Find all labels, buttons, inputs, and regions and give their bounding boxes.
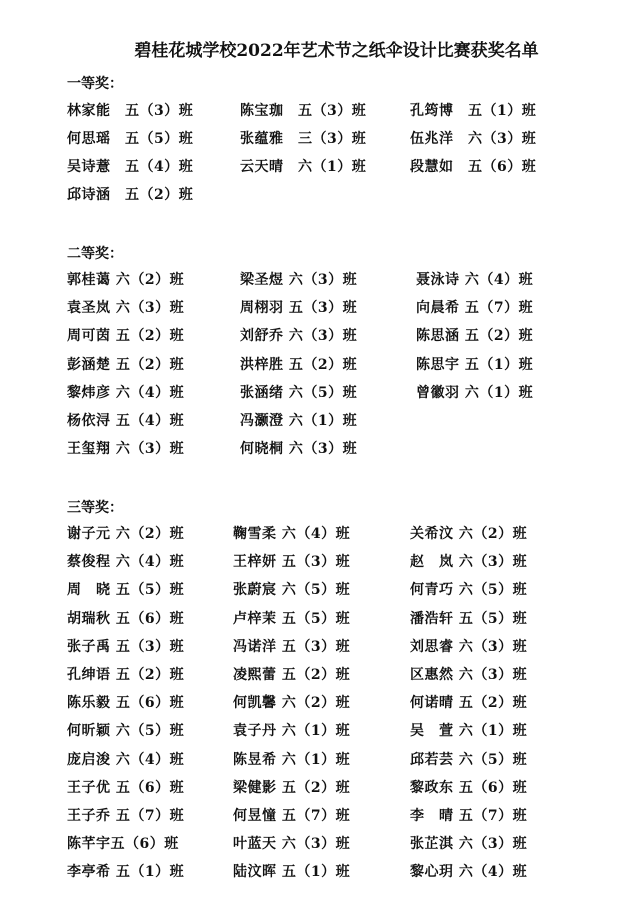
table-row — [0, 438, 633, 458]
table-row — [0, 184, 633, 204]
table-row — [0, 579, 633, 599]
section-label: 三等奖： — [67, 500, 123, 516]
winner-entry: 陆汶晖 五（1）班 — [233, 864, 351, 881]
winner-entry: 陈乐毅 五（6）班 — [67, 695, 185, 712]
winner-entry: 黎心玥 六（4）班 — [410, 864, 528, 881]
winner-entry: 胡瑞秋 五（6）班 — [67, 610, 185, 627]
winner-entry: 彭涵楚 五（2）班 — [67, 356, 185, 373]
winner-entry: 段慧如 五（6）班 — [410, 159, 537, 175]
winner-entry: 陈昱希 六（1）班 — [233, 751, 351, 768]
winner-entry: 何昕颖 六（5）班 — [67, 723, 185, 740]
winner-entry: 张涵绪 六（5）班 — [240, 384, 358, 401]
winner-entry: 聂泳诗 六（4）班 — [416, 272, 534, 288]
winner-entry: 王玺翔 六（3）班 — [67, 441, 185, 458]
winner-entry: 陈宝珈 五（3）班 — [240, 103, 367, 119]
table-row — [0, 749, 633, 769]
winner-entry: 孔绅语 五（2）班 — [67, 667, 185, 683]
winner-entry: 张蔚宸 六（5）班 — [233, 582, 351, 599]
winner-entry: 蔡俊程 六（4）班 — [67, 554, 185, 571]
winner-entry: 洪梓胜 五（2）班 — [240, 356, 358, 373]
section-label: 二等奖： — [67, 246, 123, 262]
winner-entry: 冯诺洋 五（3）班 — [233, 638, 351, 655]
winner-entry: 卢梓茉 五（5）班 — [233, 610, 351, 627]
winner-entry: 曾徽羽 六（1）班 — [416, 384, 534, 401]
winner-entry: 王子优 五（6）班 — [67, 779, 185, 796]
winner-entry: 周栩羽 五（3）班 — [240, 300, 358, 317]
table-row — [0, 128, 633, 148]
winner-entry: 云天晴 六（1）班 — [240, 159, 367, 175]
winner-entry: 叶蓝天 六（3）班 — [233, 836, 351, 853]
table-row — [0, 410, 633, 430]
winner-entry: 陈芊宇五（6）班 — [67, 836, 179, 853]
section-label: 一等奖： — [67, 76, 123, 92]
table-row — [0, 805, 633, 825]
winner-entry: 伍兆洋 六（3）班 — [410, 131, 537, 147]
winner-entry: 向晨希 五（7）班 — [416, 300, 534, 317]
winner-entry: 邱若芸 六（5）班 — [410, 751, 528, 768]
table-row — [0, 833, 633, 853]
winner-entry: 凌熙蕾 五（2）班 — [233, 667, 351, 683]
document-title: 碧桂花城学校2022年艺术节之纸伞设计比赛获奖名单 — [134, 41, 539, 61]
winner-entry: 孔筠博 五（1）班 — [410, 103, 537, 119]
winner-entry: 冯灏澄 六（1）班 — [240, 413, 358, 429]
table-row — [0, 664, 633, 684]
winner-entry: 梁健影 五（2）班 — [233, 779, 351, 796]
winner-entry: 庞启浚 六（4）班 — [67, 751, 185, 768]
winner-entry: 何思瑶 五（5）班 — [67, 131, 194, 147]
winner-entry: 潘浩轩 五（5）班 — [410, 610, 528, 627]
table-row — [0, 269, 633, 289]
winner-entry: 谢子元 六（2）班 — [67, 526, 185, 542]
table-row — [0, 551, 633, 571]
table-row — [0, 354, 633, 374]
winner-entry: 周 晓 五（5）班 — [67, 582, 185, 599]
table-row — [0, 523, 633, 543]
winner-entry: 关希汶 六（2）班 — [410, 526, 528, 542]
winner-entry: 张蕴雅 三（3）班 — [240, 131, 367, 147]
winner-entry: 吴诗薏 五（4）班 — [67, 159, 194, 175]
winner-entry: 区惠然 六（3）班 — [410, 667, 528, 683]
winner-entry: 邱诗涵 五（2）班 — [67, 187, 194, 203]
winner-entry: 吴 萱 六（1）班 — [410, 723, 528, 740]
winner-entry: 王梓妍 五（3）班 — [233, 554, 351, 571]
winner-entry: 李 晴 五（7）班 — [410, 808, 528, 824]
table-row — [0, 636, 633, 656]
winner-entry: 杨依浔 五（4）班 — [67, 413, 185, 429]
table-row — [0, 608, 633, 628]
winner-entry: 梁圣煜 六（3）班 — [240, 272, 358, 288]
table-row — [0, 156, 633, 176]
winner-entry: 刘舒乔 六（3）班 — [240, 328, 358, 345]
table-row — [0, 777, 633, 797]
table-row — [0, 325, 633, 345]
winner-entry: 何诺晴 五（2）班 — [410, 695, 528, 712]
winner-entry: 郭桂蔼 六（2）班 — [67, 272, 185, 288]
winner-entry: 黎炜彦 六（4）班 — [67, 384, 185, 401]
table-row — [0, 692, 633, 712]
winner-entry: 周可茵 五（2）班 — [67, 328, 185, 345]
table-row — [0, 297, 633, 317]
winner-entry: 刘思睿 六（3）班 — [410, 638, 528, 655]
table-row — [0, 861, 633, 881]
winner-entry: 何昱憧 五（7）班 — [233, 808, 351, 824]
winner-entry: 李亭希 五（1）班 — [67, 864, 185, 881]
winner-entry: 何晓桐 六（3）班 — [240, 441, 358, 458]
winner-entry: 王子乔 五（7）班 — [67, 808, 185, 824]
winner-entry: 袁圣岚 六（3）班 — [67, 300, 185, 317]
winner-entry: 陈思宇 五（1）班 — [416, 356, 534, 373]
winner-entry: 何青巧 六（5）班 — [410, 582, 528, 599]
winner-entry: 张芷淇 六（3）班 — [410, 836, 528, 853]
winner-entry: 陈思涵 五（2）班 — [416, 328, 534, 345]
table-row — [0, 720, 633, 740]
winner-entry: 黎政东 五（6）班 — [410, 779, 528, 796]
table-row — [0, 382, 633, 402]
winner-entry: 袁子丹 六（1）班 — [233, 723, 351, 740]
table-row — [0, 100, 633, 120]
winner-entry: 林家能 五（3）班 — [67, 103, 194, 119]
winner-entry: 鞠雪柔 六（4）班 — [233, 526, 351, 542]
winner-entry: 赵 岚 六（3）班 — [410, 554, 528, 571]
winner-entry: 张子禹 五（3）班 — [67, 638, 185, 655]
winner-entry: 何凯馨 六（2）班 — [233, 695, 351, 712]
